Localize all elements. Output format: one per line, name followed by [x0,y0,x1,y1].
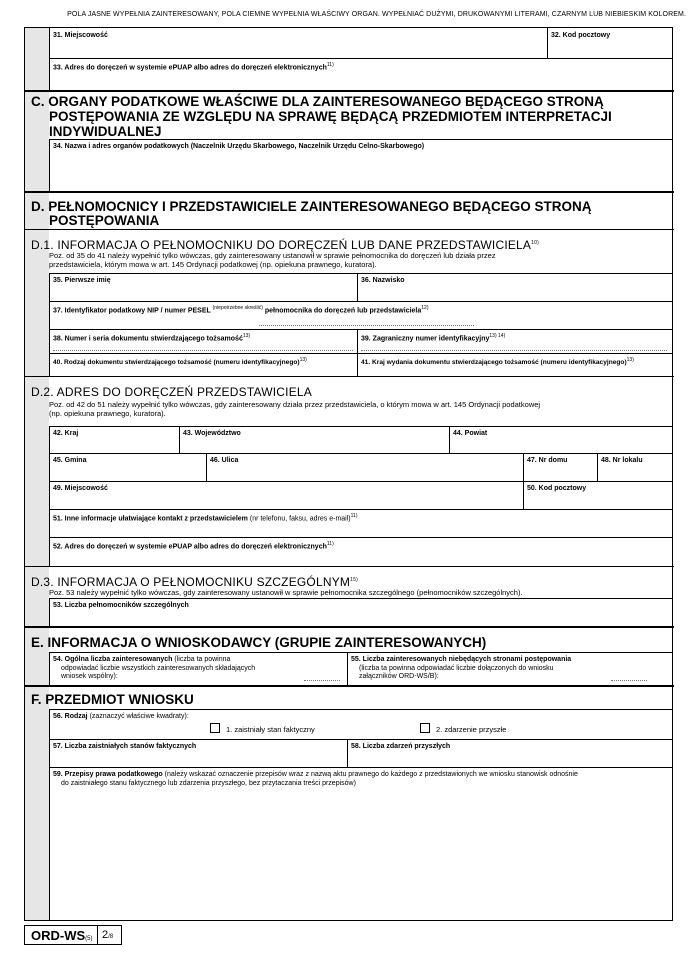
section-e-title: E. INFORMACJA O WNIOSKODAWCY (GRUPIE ZAINTERESOWANYCH) [31,635,487,650]
field-48-label: 48. Nr lokalu [601,457,643,464]
field-33-epuap[interactable] [49,58,673,90]
field-36-nazwisko[interactable] [357,273,673,301]
field-50-kod-pocztowy[interactable] [523,481,673,509]
section-d2-note-1: Poz. od 42 do 51 należy wypełnić tylko wówczas, gdy zainteresowany działa przez przedstawiciela, o którym mowa w art. 145 Ordynacji podatkowej [49,400,541,409]
field-49-miejscowosc[interactable] [49,481,523,509]
field-36-label: 36. Nazwisko [361,277,405,284]
field-45-label: 45. Gmina [53,457,87,464]
field-54-label: 54. Ogólna liczba zainteresowanych (liczba ta powinna [53,656,231,663]
field-54-liczba-zainteresowanych[interactable] [49,652,347,685]
field-39-zagraniczny-numer[interactable] [357,329,673,353]
field-51-inne-informacje[interactable] [49,509,673,537]
field-44-label: 44. Powiat [453,430,488,437]
field-41-label: 41. Kraj wydania dokumentu stwierdzającego tożsamość (numeru identyfikacyjnego)$^{13)}$ [361,357,634,367]
field-52-epuap[interactable] [49,537,673,566]
form-frame [24,27,673,921]
field-38-label: 38. Numer i seria dokumentu stwierdzającego tożsamość$^{13)}$ [53,333,251,343]
checkbox-stan-faktyczny-label: 1. zaistniały stan faktyczny [226,725,315,734]
field-41-kraj-wydania[interactable] [357,353,673,376]
field-40-rodzaj-dokumentu[interactable] [49,353,357,376]
field-38-char-ticks [53,346,353,351]
form-code-box [24,925,122,945]
field-54-note-2: wniosek wspólny): [61,673,118,680]
field-35-label: 35. Pierwsze imię [53,277,111,284]
field-45-gmina[interactable] [49,453,206,481]
section-c-title-2: POSTĘPOWANIA ZE WZGLĘDU NA SPRAWĘ BĘDĄCĄ PRZEDMIOTEM INTERPRETACJI [49,109,612,124]
field-37-nip-pesel[interactable] [49,301,673,329]
field-34-label: 34. Nazwa i adres organów podatkowych (Naczelnik Urzędu Skarbowego, Naczelnik Urzędu Celno-Skarbowego) [53,143,425,150]
field-57-liczba-stanow[interactable] [49,739,347,767]
field-44-powiat[interactable] [449,426,673,453]
field-39-label: 39. Zagraniczny numer identyfikacyjny$^{13) 14)}$ [361,333,506,343]
field-39-char-ticks [361,346,667,351]
checkbox-zdarzenie-przyszle[interactable] [420,723,430,733]
field-31-miejscowosc[interactable] [49,28,547,58]
field-55-liczba-niebedacych[interactable] [347,652,673,685]
field-59-przepisy[interactable] [49,767,673,920]
field-54-note-1: odpowiadać liczbie wszystkich zainteresowanych składających [61,665,256,672]
field-49-label: 49. Miejscowość [53,485,108,492]
field-42-label: 42. Kraj [53,430,79,437]
section-c-title-1: C. ORGANY PODATKOWE WŁAŚCIWE DLA ZAINTERESOWANEGO BĘDĄCEGO STRONĄ [31,94,604,109]
field-59-note: do zaistniałego stanu faktycznego lub zdarzenia przyszłego, bez przytaczania treści przepisów) [61,780,356,787]
field-58-liczba-zdarzen[interactable] [347,739,673,767]
section-d1-title: D.1. INFORMACJA O PEŁNOMOCNIKU DO DORĘCZEŃ LUB DANE PRZEDSTAWICIELA$^{10)}$ [31,238,539,252]
field-35-imie[interactable] [49,273,357,301]
field-48-nr-lokalu[interactable] [597,453,673,481]
field-34-organy[interactable] [49,139,673,191]
field-37-label: 37. Identyfikator podatkowy NIP / numer PESEL $^{(niepotrzebne skreślić)}$ pełnomocnika do doręczeń lub przedstawiciela$^{12)}$ [53,305,429,315]
field-53-label: 53. Liczba pełnomocników szczególnych [53,602,189,609]
section-d1-note-2: przedstawiciela, którym mowa w art. 145 Ordynacji podatkowej (np. opiekuna prawnego, kuratora). [49,260,377,269]
page-number: 2/8 [102,929,114,941]
field-50-label: 50. Kod pocztowy [527,485,587,492]
field-33-label: 33. Adres do doręczeń w systemie ePUAP albo adres do doręczeń elektronicznych$^{11)}$ [53,62,334,72]
field-58-label: 58. Liczba zdarzeń przyszłych [351,743,451,750]
field-32-label: 32. Kod pocztowy [551,32,611,39]
section-d3-note: Poz. 53 należy wypełnić tylko wówczas, gdy zainteresowany ustanowił w sprawie pełnomocnika szczególnego (pełnomocników szczególnych). [49,588,523,597]
left-margin-shade [25,28,49,920]
section-d-title-2: POSTĘPOWANIA [49,213,160,228]
field-31-label: 31. Miejscowość [53,32,108,39]
field-42-kraj[interactable] [49,426,179,453]
field-51-label: 51. Inne informacje ułatwiające kontakt z przedstawicielem (nr telefonu, faksu, adres e-mail)$^{11)}$ [53,513,358,523]
field-32-kod-pocztowy[interactable] [547,28,672,58]
field-54-char-ticks [304,676,340,681]
field-47-label: 47. Nr domu [527,457,568,464]
section-c-title-3: INDYWIDUALNEJ [49,124,162,139]
field-56-rodzaj [49,709,673,739]
field-55-label: 55. Liczba zainteresowanych niebędących stronami postępowania [351,656,572,663]
field-57-label: 57. Liczba zaistniałych stanów faktycznych [53,743,197,750]
field-52-label: 52. Adres do doręczeń w systemie ePUAP albo adres do doręczeń elektronicznych$^{11)}$ [53,541,334,551]
field-55-char-ticks [611,676,647,681]
field-38-numer-dokumentu[interactable] [49,329,357,353]
section-d1-note-1: Poz. od 35 do 41 należy wypełnić tylko wówczas, gdy zainteresowany ustanowił w sprawie pełnomocnika do doręczeń lub działa przez [49,251,496,260]
field-55-note-1: (liczba ta powinna odpowiadać liczbie dołączonych do wniosku [359,665,554,672]
checkbox-zdarzenie-przyszle-label: 2. zdarzenie przyszłe [436,725,507,734]
field-55-note-2: załączników ORD-WS/B): [359,673,439,680]
field-47-nr-domu[interactable] [523,453,597,481]
section-d-title-1: D. PEŁNOMOCNICY I PRZEDSTAWICIELE ZAINTERESOWANEGO BĘDĄCEGO STRONĄ [31,199,592,214]
section-d2-note-2: (np. opiekuna prawnego, kuratora). [49,409,166,418]
section-d3-title: D.3. INFORMACJA O PEŁNOMOCNIKU SZCZEGÓLNYM$^{15)}$ [31,575,358,589]
field-43-label: 43. Województwo [183,430,241,437]
checkbox-stan-faktyczny[interactable] [210,723,220,733]
field-40-label: 40. Rodzaj dokumentu stwierdzającego tożsamość (numeru identyfikacyjnego)$^{13)}$ [53,357,307,367]
field-59-label: 59. Przepisy prawa podatkowego (należy wskazać oznaczenie przepisów wraz z nazwą aktu prawnego do każdego z przedstawionych we wniosku stanowisk odnośnie [53,771,578,778]
field-46-ulica[interactable] [206,453,523,481]
field-37-char-ticks [259,321,474,326]
section-d2-title: D.2. ADRES DO DORĘCZEŃ PRZEDSTAWICIELA [31,385,312,399]
field-56-label: 56. Rodzaj (zaznaczyć właściwe kwadraty): [53,713,189,720]
field-43-wojewodztwo[interactable] [179,426,449,453]
form-code: ORD-WS(5) [31,928,93,943]
field-53-liczba-pelnomocnikow[interactable] [49,598,673,626]
field-46-label: 46. Ulica [210,457,239,464]
section-f-title: F. PRZEDMIOT WNIOSKU [31,692,194,707]
top-instruction-note: POLA JASNE WYPEŁNIA ZAINTERESOWANY, POLA CIEMNE WYPEŁNIA WŁAŚCIWY ORGAN. WYPEŁNIAĆ DUŻYMI, DRUKOWANYMI LITERAMI, CZARNYM LUB NIEBIESKIM KOLOREM. [67,11,686,18]
